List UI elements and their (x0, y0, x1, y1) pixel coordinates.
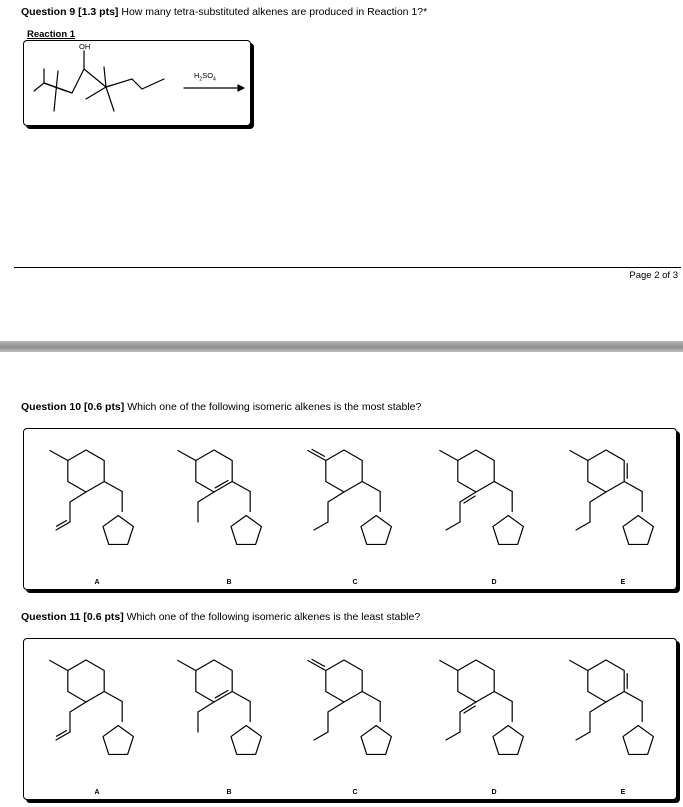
ethyl-bond (314, 522, 328, 530)
reaction-1-box (23, 40, 251, 126)
reaction-1-label: Reaction 1 (27, 29, 76, 40)
q10-label-b: B (226, 579, 232, 586)
cyclopentane-ring (493, 516, 523, 545)
q10-label-e: E (620, 579, 626, 586)
page-footer-rule (14, 267, 681, 268)
oh-label: OH (79, 42, 91, 51)
side-chain-bond (494, 692, 512, 702)
question-10-structures-box (23, 428, 677, 590)
reagent-h: H (194, 71, 200, 80)
q11-label-c: C (352, 789, 358, 796)
page-break-divider (0, 341, 683, 352)
methyl-bond (440, 661, 458, 671)
cyclopentane-ring (623, 726, 653, 755)
substituent-bond (328, 702, 344, 712)
q10-label-c: C (352, 579, 358, 586)
exocyclic-double-bond (312, 449, 325, 456)
ethylidene-bond (446, 522, 460, 530)
substituent-bond (328, 492, 344, 502)
question-11-number: Question 11 [0.6 pts] (21, 611, 124, 623)
methyl-bond (178, 661, 196, 671)
ring-double-bond (215, 690, 228, 697)
cyclohexane-ring (588, 660, 624, 702)
q11-label-d: D (491, 789, 497, 796)
question-9-text: How many tetra-substituted alkenes are produced in Reaction 1?* (121, 6, 428, 18)
methyl-bond (50, 451, 68, 461)
cyclohexane-ring (326, 660, 362, 702)
substituent-bond (590, 702, 606, 712)
side-chain-bond (104, 482, 122, 492)
cyclohexane-ring (68, 450, 104, 492)
methyl-bond (50, 661, 68, 671)
question-10-number: Question 10 [0.6 pts] (21, 401, 125, 413)
question-10-structures (24, 429, 676, 589)
cyclopentane-ring (103, 726, 133, 755)
question-9-prompt (21, 6, 427, 18)
cyclopentane-ring (231, 516, 261, 545)
exocyclic-double-bond (312, 659, 325, 666)
methyl-bond (570, 451, 588, 461)
side-chain-bond (624, 692, 642, 702)
ethyl-bond (576, 732, 590, 740)
reagent-sub1: 2 (199, 76, 203, 83)
side-chain-bond (494, 482, 512, 492)
q10-label-a: A (94, 579, 100, 586)
cyclopentane-ring (103, 516, 133, 545)
ring-double-bond (215, 480, 228, 487)
cyclopentane-ring (361, 726, 391, 755)
reagent-sub2: 4 (213, 76, 216, 83)
cyclohexane-ring (458, 660, 494, 702)
substituent-bond (198, 702, 214, 712)
side-chain-bond (232, 692, 250, 702)
substituent-bond (198, 492, 214, 502)
question-9-number: Question 9 [1.3 pts] (21, 6, 119, 18)
q10-label-d: D (491, 579, 497, 586)
q11-label-e: E (620, 789, 626, 796)
ethylidene-double-bond (464, 706, 475, 713)
side-chain-bond (362, 482, 380, 492)
cyclopentane-ring (493, 726, 523, 755)
substituent-bond (70, 702, 86, 712)
reaction-1-structure (24, 41, 254, 131)
ethyl-bond (314, 732, 328, 740)
cyclohexane-ring (68, 660, 104, 702)
side-chain-bond (104, 692, 122, 702)
reagent-so: SO (202, 71, 214, 80)
reagent-label (194, 71, 216, 83)
cyclohexane-ring (588, 450, 624, 492)
methyl-bond (178, 451, 196, 461)
question-11-structures-box (23, 638, 677, 800)
side-chain-bond (232, 482, 250, 492)
question-11-text: Which one of the following isomeric alkenes is the least stable? (126, 611, 421, 623)
cyclohexane-ring (326, 450, 362, 492)
cyclohexane-ring (196, 660, 232, 702)
cyclopentane-ring (623, 516, 653, 545)
ethylidene-double-bond (464, 496, 475, 503)
cyclopentane-ring (231, 726, 261, 755)
cyclohexane-ring (458, 450, 494, 492)
substituent-bond (70, 492, 86, 502)
question-10-text: Which one of the following isomeric alkenes is the most stable? (127, 401, 422, 413)
cyclopentane-ring (361, 516, 391, 545)
q11-label-a: A (94, 789, 100, 796)
cyclohexane-ring (196, 450, 232, 492)
substituent-bond (590, 492, 606, 502)
question-10-prompt (21, 401, 421, 413)
side-chain-bond (362, 692, 380, 702)
ethylidene-bond (446, 732, 460, 740)
question-11-prompt (21, 611, 420, 623)
q11-label-b: B (226, 789, 232, 796)
methyl-bond (440, 451, 458, 461)
ethyl-bond (576, 522, 590, 530)
question-11-structures (24, 639, 676, 799)
side-chain-bond (624, 482, 642, 492)
methyl-bond (570, 661, 588, 671)
page-number: Page 2 of 3 (629, 270, 678, 281)
